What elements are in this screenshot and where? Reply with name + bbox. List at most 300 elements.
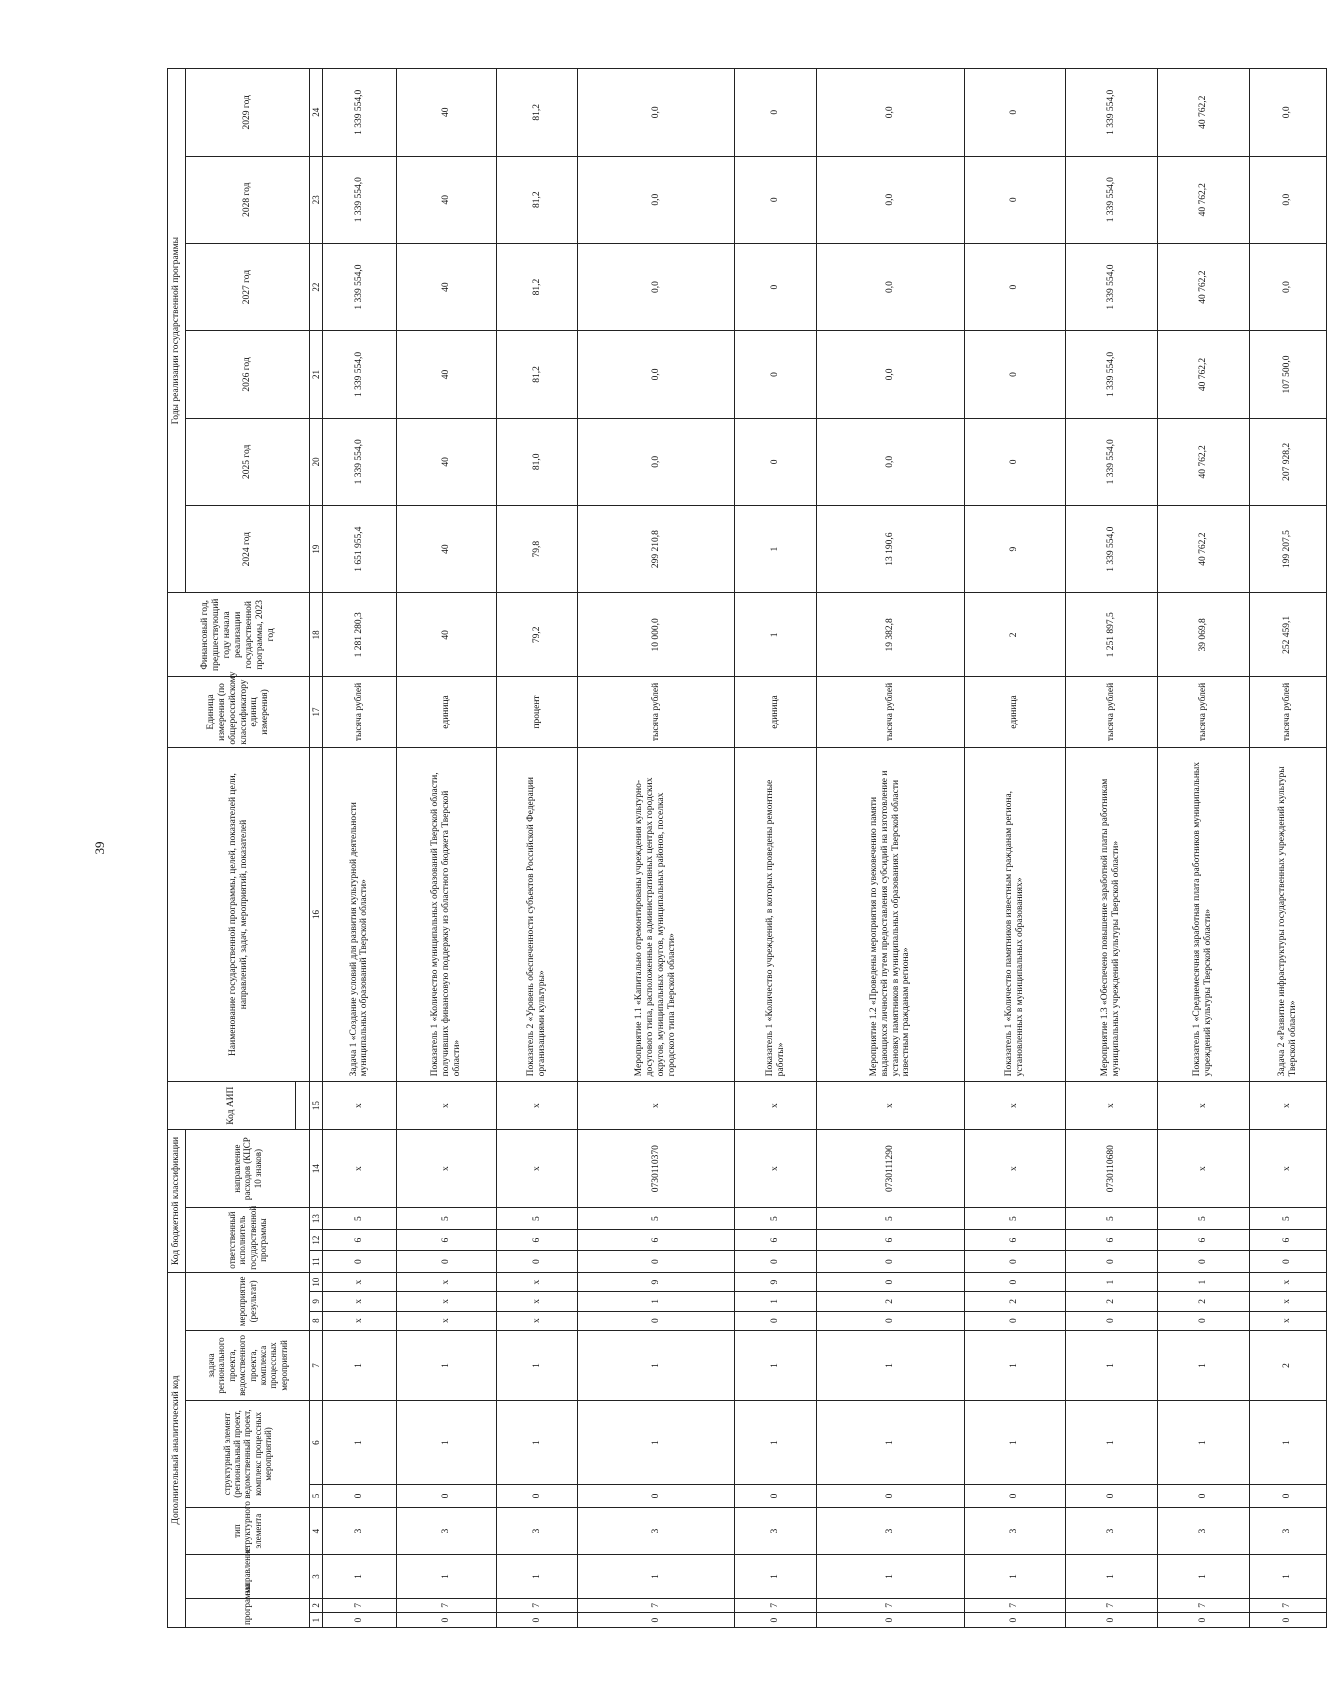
code-cell-c7: 1 xyxy=(1065,1330,1157,1400)
row-year-value: 40 762,2 xyxy=(1157,156,1249,243)
row-base-year-value: 2 xyxy=(965,593,1065,677)
code-cell-c6: 1 xyxy=(1249,1401,1326,1485)
code-cell-c6: 1 xyxy=(578,1401,735,1485)
row-year-value: 40 xyxy=(396,418,496,505)
code-cell-c2: 7 xyxy=(735,1598,817,1613)
header-direction: направление xyxy=(186,1555,310,1598)
row-year-value: 1 339 554,0 xyxy=(1065,243,1157,330)
code-cell-c12: 6 xyxy=(816,1229,964,1251)
code-cell-c10: 9 xyxy=(735,1272,817,1291)
code-cell-c8: 0 xyxy=(1157,1311,1249,1330)
row-year-value: 1 339 554,0 xyxy=(323,331,396,418)
code-cell-c5: 0 xyxy=(735,1485,817,1508)
column-number: 7 xyxy=(310,1330,323,1400)
table-row xyxy=(1157,69,1249,1628)
row-base-year-value: 79,2 xyxy=(496,593,578,677)
column-number: 4 xyxy=(310,1507,323,1555)
row-year-value: 1 339 554,0 xyxy=(1065,156,1157,243)
row-year-value: 207 928,2 xyxy=(1249,418,1326,505)
row-base-year-value: 1 251 897,5 xyxy=(1065,593,1157,677)
column-number: 5 xyxy=(310,1485,323,1508)
code-cell-c12: 6 xyxy=(323,1229,396,1251)
row-year-value: 0,0 xyxy=(578,69,735,157)
code-cell-c5: 0 xyxy=(965,1485,1065,1508)
row-year-value: 79,8 xyxy=(496,505,578,592)
row-year-value: 40 xyxy=(396,243,496,330)
row-base-year-value: 10 000,0 xyxy=(578,593,735,677)
column-number: 15 xyxy=(310,1082,323,1130)
code-cell-c1: 0 xyxy=(496,1613,578,1628)
code-cell-c3: 1 xyxy=(496,1555,578,1598)
row-year-value: 0 xyxy=(965,69,1065,157)
header-struct: структурный элемент (региональный проект, ведомственный проект, комплекс процессных мероприятий) xyxy=(186,1401,310,1508)
code-cell-c8: х xyxy=(1249,1311,1326,1330)
code-cell-aip: х xyxy=(396,1082,496,1130)
code-cell-c10: х xyxy=(323,1272,396,1291)
row-base-year-value: 39 069,8 xyxy=(1157,593,1249,677)
code-cell-c3: 1 xyxy=(735,1555,817,1598)
code-cell-c4: 3 xyxy=(735,1507,817,1555)
code-cell-c5: 0 xyxy=(496,1485,578,1508)
code-cell-c6: 1 xyxy=(323,1401,396,1485)
row-year-value: 0 xyxy=(735,243,817,330)
row-year-value: 0,0 xyxy=(578,243,735,330)
column-number: 2 xyxy=(310,1598,323,1613)
row-year-value: 40 xyxy=(396,69,496,157)
code-cell-c1: 0 xyxy=(323,1613,396,1628)
column-number: 17 xyxy=(310,677,323,747)
row-year-value: 40 762,2 xyxy=(1157,69,1249,157)
row-year-value: 40 762,2 xyxy=(1157,331,1249,418)
row-year-value: 0,0 xyxy=(1249,243,1326,330)
header-program: программа xyxy=(186,1598,310,1627)
code-cell-c13: 5 xyxy=(1065,1208,1157,1230)
code-cell-c6: 1 xyxy=(496,1401,578,1485)
row-year-value: 1 651 955,4 xyxy=(323,505,396,592)
code-cell-c1: 0 xyxy=(1249,1613,1326,1628)
column-number: 8 xyxy=(310,1311,323,1330)
header-event: мероприятие (результат) xyxy=(186,1272,310,1330)
row-year-value: 81,2 xyxy=(496,69,578,157)
code-cell-c10: 0 xyxy=(965,1272,1065,1291)
code-cell-c10: 1 xyxy=(1157,1272,1249,1291)
program-table xyxy=(167,68,1327,1628)
column-number: 19 xyxy=(310,505,323,592)
code-cell-aip: х xyxy=(816,1082,964,1130)
column-number: 20 xyxy=(310,418,323,505)
code-cell-c12: 6 xyxy=(1065,1229,1157,1251)
code-cell-c7: 1 xyxy=(496,1330,578,1400)
column-number: 6 xyxy=(310,1401,323,1485)
code-cell-c5: 0 xyxy=(323,1485,396,1508)
header-expense: направление расходов (КЦСР 10 знаков) xyxy=(186,1129,310,1207)
row-year-value: 0 xyxy=(965,243,1065,330)
code-cell-expense: х xyxy=(735,1129,817,1207)
row-year-value: 0 xyxy=(735,418,817,505)
code-cell-c13: 5 xyxy=(496,1208,578,1230)
table-row xyxy=(578,69,735,1628)
code-cell-c9: х xyxy=(1249,1292,1326,1311)
column-number: 1 xyxy=(310,1613,323,1628)
table-row xyxy=(1065,69,1157,1628)
code-cell-c4: 3 xyxy=(816,1507,964,1555)
row-year-value: 0,0 xyxy=(816,69,964,157)
code-cell-c6: 1 xyxy=(396,1401,496,1485)
column-number: 14 xyxy=(310,1129,323,1207)
header-name: Наименование государственной программы, целей, показателей цели, направлений, задач, мероприятий, показателей xyxy=(168,747,310,1082)
code-cell-c5: 0 xyxy=(578,1485,735,1508)
code-cell-c10: х xyxy=(396,1272,496,1291)
code-cell-c3: 1 xyxy=(578,1555,735,1598)
code-cell-c2: 7 xyxy=(496,1598,578,1613)
header-aip: Код АИП xyxy=(168,1082,296,1130)
header-year-3: 2026 год xyxy=(186,331,310,418)
table-row xyxy=(965,69,1065,1628)
code-cell-c13: 5 xyxy=(1157,1208,1249,1230)
column-number: 3 xyxy=(310,1555,323,1598)
row-year-value: 81,0 xyxy=(496,418,578,505)
row-year-value: 0,0 xyxy=(1249,69,1326,157)
row-unit: единица xyxy=(396,677,496,747)
code-cell-aip: х xyxy=(323,1082,396,1130)
code-cell-c3: 1 xyxy=(816,1555,964,1598)
table-row xyxy=(323,69,396,1628)
code-cell-c13: 5 xyxy=(396,1208,496,1230)
header-year-4: 2027 год xyxy=(186,243,310,330)
row-year-value: 40 xyxy=(396,331,496,418)
row-name: Мероприятие 1.2 «Проведены мероприятия по увековечению памяти выдающихся личностей путем предоставления субсидий на изготовление и установку памятников в муниципальных образованиях Тверской области известным гражданам региона» xyxy=(816,747,964,1082)
code-cell-c11: 0 xyxy=(396,1251,496,1273)
code-cell-c7: 1 xyxy=(735,1330,817,1400)
header-budget-code: Код бюджетной классификации xyxy=(168,1129,186,1272)
code-cell-expense: 0730110680 xyxy=(1065,1129,1157,1207)
code-cell-c7: 1 xyxy=(578,1330,735,1400)
header-year-6: 2029 год xyxy=(186,69,310,157)
row-unit: процент xyxy=(496,677,578,747)
row-year-value: 0,0 xyxy=(578,331,735,418)
column-number: 22 xyxy=(310,243,323,330)
code-cell-expense: х xyxy=(965,1129,1065,1207)
row-year-value: 81,2 xyxy=(496,156,578,243)
code-cell-c10: 9 xyxy=(578,1272,735,1291)
code-cell-expense: 0730110370 xyxy=(578,1129,735,1207)
header-executor: ответственный исполнитель государственной программы xyxy=(186,1208,310,1273)
row-unit: тысяча рублей xyxy=(1249,677,1326,747)
row-name: Задача 2 «Развитие инфраструктуры государственных учреждений культуры Тверской области» xyxy=(1249,747,1326,1082)
table-body xyxy=(323,69,1327,1628)
header-analytic-code: Дополнительный аналитический код xyxy=(168,1272,186,1627)
header-type: тип структурного элемента xyxy=(186,1507,310,1555)
row-unit: тысяча рублей xyxy=(1065,677,1157,747)
row-year-value: 40 xyxy=(396,156,496,243)
code-cell-c12: 6 xyxy=(396,1229,496,1251)
code-cell-c2: 7 xyxy=(816,1598,964,1613)
code-cell-aip: х xyxy=(1065,1082,1157,1130)
code-cell-expense: х xyxy=(1249,1129,1326,1207)
code-cell-c3: 1 xyxy=(1065,1555,1157,1598)
code-cell-aip: х xyxy=(578,1082,735,1130)
row-year-value: 1 339 554,0 xyxy=(323,418,396,505)
row-year-value: 0 xyxy=(735,331,817,418)
row-year-value: 0 xyxy=(965,156,1065,243)
row-year-value: 1 xyxy=(735,505,817,592)
column-number: 18 xyxy=(310,593,323,677)
code-cell-c2: 7 xyxy=(1157,1598,1249,1613)
code-cell-c8: х xyxy=(396,1311,496,1330)
code-cell-c1: 0 xyxy=(1157,1613,1249,1628)
row-year-value: 0,0 xyxy=(816,243,964,330)
code-cell-c11: 0 xyxy=(735,1251,817,1273)
row-year-value: 0,0 xyxy=(578,156,735,243)
code-cell-c7: 1 xyxy=(323,1330,396,1400)
code-cell-c11: 0 xyxy=(1065,1251,1157,1273)
header-aip-blank xyxy=(296,1082,310,1130)
code-cell-c8: х xyxy=(496,1311,578,1330)
code-cell-c3: 1 xyxy=(965,1555,1065,1598)
row-year-value: 107 500,0 xyxy=(1249,331,1326,418)
row-name: Показатель 1 «Количество памятников известным гражданам региона, установленных в муниципальных образованиях» xyxy=(965,747,1065,1082)
row-year-value: 40 762,2 xyxy=(1157,505,1249,592)
code-cell-c6: 1 xyxy=(735,1401,817,1485)
row-unit: единица xyxy=(965,677,1065,747)
column-number: 13 xyxy=(310,1208,323,1230)
code-cell-aip: х xyxy=(965,1082,1065,1130)
column-number-row xyxy=(310,69,323,1628)
table-row xyxy=(496,69,578,1628)
row-unit: тысяча рублей xyxy=(816,677,964,747)
code-cell-c13: 5 xyxy=(578,1208,735,1230)
code-cell-c6: 1 xyxy=(965,1401,1065,1485)
row-year-value: 0,0 xyxy=(816,418,964,505)
code-cell-c8: 0 xyxy=(965,1311,1065,1330)
code-cell-expense: 0730111290 xyxy=(816,1129,964,1207)
column-number: 24 xyxy=(310,69,323,157)
row-year-value: 0 xyxy=(735,156,817,243)
row-base-year-value: 19 382,8 xyxy=(816,593,964,677)
code-cell-c4: 3 xyxy=(578,1507,735,1555)
row-base-year-value: 252 459,1 xyxy=(1249,593,1326,677)
code-cell-aip: х xyxy=(1249,1082,1326,1130)
header-years-group: Годы реализации государственной программы xyxy=(168,69,186,593)
row-year-value: 0,0 xyxy=(816,331,964,418)
row-year-value: 40 xyxy=(396,505,496,592)
code-cell-c5: 0 xyxy=(1157,1485,1249,1508)
row-year-value: 1 339 554,0 xyxy=(323,156,396,243)
code-cell-c4: 3 xyxy=(396,1507,496,1555)
row-year-value: 0 xyxy=(965,418,1065,505)
column-number: 9 xyxy=(310,1292,323,1311)
code-cell-aip: х xyxy=(496,1082,578,1130)
row-name: Мероприятие 1.1 «Капитально отремонтированы учреждения культурно-досугового типа, расположенные в административных центрах городских округов, муниципальных округов, муниципальных районов, поселках городского типа Тверской области» xyxy=(578,747,735,1082)
column-number: 12 xyxy=(310,1229,323,1251)
code-cell-c3: 1 xyxy=(1249,1555,1326,1598)
code-cell-c8: х xyxy=(323,1311,396,1330)
code-cell-c12: 6 xyxy=(965,1229,1065,1251)
table-row xyxy=(396,69,496,1628)
code-cell-c13: 5 xyxy=(323,1208,396,1230)
column-number: 16 xyxy=(310,747,323,1082)
row-base-year-value: 1 281 280,3 xyxy=(323,593,396,677)
row-year-value: 0 xyxy=(735,69,817,157)
row-year-value: 40 762,2 xyxy=(1157,243,1249,330)
row-year-value: 9 xyxy=(965,505,1065,592)
row-year-value: 40 762,2 xyxy=(1157,418,1249,505)
row-unit: тысяча рублей xyxy=(323,677,396,747)
code-cell-c7: 1 xyxy=(396,1330,496,1400)
code-cell-c9: 1 xyxy=(735,1292,817,1311)
page-number: 39 xyxy=(92,841,107,855)
row-year-value: 81,2 xyxy=(496,331,578,418)
code-cell-expense: х xyxy=(323,1129,396,1207)
row-unit: тысяча рублей xyxy=(578,677,735,747)
header-year-2: 2025 год xyxy=(186,418,310,505)
code-cell-c2: 7 xyxy=(1249,1598,1326,1613)
header-year-1: 2024 год xyxy=(186,505,310,592)
code-cell-c8: 0 xyxy=(1065,1311,1157,1330)
code-cell-c9: х xyxy=(396,1292,496,1311)
header-unit: Единица измерения (по общероссийскому классификатору единиц измерения) xyxy=(168,677,310,747)
row-year-value: 0 xyxy=(965,331,1065,418)
row-year-value: 299 210,8 xyxy=(578,505,735,592)
code-cell-c12: 6 xyxy=(578,1229,735,1251)
code-cell-c4: 3 xyxy=(1065,1507,1157,1555)
code-cell-c6: 1 xyxy=(1157,1401,1249,1485)
code-cell-c5: 0 xyxy=(1249,1485,1326,1508)
code-cell-c11: 0 xyxy=(965,1251,1065,1273)
code-cell-c1: 0 xyxy=(396,1613,496,1628)
row-base-year-value: 40 xyxy=(396,593,496,677)
code-cell-c10: 0 xyxy=(816,1272,964,1291)
code-cell-c1: 0 xyxy=(816,1613,964,1628)
header-year-5: 2028 год xyxy=(186,156,310,243)
code-cell-c9: х xyxy=(496,1292,578,1311)
table-header xyxy=(168,69,323,1628)
row-year-value: 13 190,6 xyxy=(816,505,964,592)
code-cell-c6: 1 xyxy=(1065,1401,1157,1485)
column-number: 10 xyxy=(310,1272,323,1291)
row-name: Показатель 2 «Уровень обеспеченности субъектов Российской Федерации организациями культуры» xyxy=(496,747,578,1082)
header-task: задача регионального проекта, ведомственного проекта, комплекса процессных мероприятий xyxy=(186,1330,310,1400)
code-cell-aip: х xyxy=(735,1082,817,1130)
row-unit: единица xyxy=(735,677,817,747)
rotated-table-container xyxy=(167,68,1327,1628)
table-row xyxy=(816,69,964,1628)
code-cell-c11: 0 xyxy=(816,1251,964,1273)
code-cell-c11: 0 xyxy=(496,1251,578,1273)
row-year-value: 0,0 xyxy=(578,418,735,505)
code-cell-c4: 3 xyxy=(1157,1507,1249,1555)
code-cell-c9: 2 xyxy=(1157,1292,1249,1311)
row-year-value: 1 339 554,0 xyxy=(323,69,396,157)
code-cell-c9: 2 xyxy=(965,1292,1065,1311)
code-cell-c2: 7 xyxy=(323,1598,396,1613)
code-cell-c13: 5 xyxy=(965,1208,1065,1230)
code-cell-c11: 0 xyxy=(323,1251,396,1273)
code-cell-c11: 0 xyxy=(578,1251,735,1273)
row-name: Мероприятие 1.3 «Обеспечено повышение заработной платы работникам муниципальных учреждений культуры Тверской области» xyxy=(1065,747,1157,1082)
code-cell-c3: 1 xyxy=(396,1555,496,1598)
code-cell-c12: 6 xyxy=(735,1229,817,1251)
code-cell-expense: х xyxy=(1157,1129,1249,1207)
row-name: Показатель 1 «Количество учреждений, в которых проведены ремонтные работы» xyxy=(735,747,817,1082)
code-cell-c2: 7 xyxy=(1065,1598,1157,1613)
code-cell-c10: х xyxy=(496,1272,578,1291)
code-cell-c11: 0 xyxy=(1249,1251,1326,1273)
row-year-value: 199 207,5 xyxy=(1249,505,1326,592)
code-cell-c5: 0 xyxy=(396,1485,496,1508)
code-cell-c5: 0 xyxy=(816,1485,964,1508)
code-cell-c9: 2 xyxy=(1065,1292,1157,1311)
code-cell-c13: 5 xyxy=(816,1208,964,1230)
code-cell-c4: 3 xyxy=(496,1507,578,1555)
code-cell-c8: 0 xyxy=(816,1311,964,1330)
code-cell-c12: 6 xyxy=(1157,1229,1249,1251)
row-base-year-value: 1 xyxy=(735,593,817,677)
row-year-value: 0,0 xyxy=(816,156,964,243)
code-cell-c12: 6 xyxy=(496,1229,578,1251)
row-name: Задача 1 «Создание условий для развития культурной деятельности муниципальных образований Тверской области» xyxy=(323,747,396,1082)
code-cell-c8: 0 xyxy=(735,1311,817,1330)
code-cell-c1: 0 xyxy=(1065,1613,1157,1628)
code-cell-c10: 1 xyxy=(1065,1272,1157,1291)
code-cell-c11: 0 xyxy=(1157,1251,1249,1273)
code-cell-c6: 1 xyxy=(816,1401,964,1485)
code-cell-expense: х xyxy=(496,1129,578,1207)
code-cell-c8: 0 xyxy=(578,1311,735,1330)
header-base-year: Финансовый год, предшествующий году начала реализации государственной программы, 2023 год xyxy=(168,593,310,677)
row-year-value: 81,2 xyxy=(496,243,578,330)
code-cell-c1: 0 xyxy=(578,1613,735,1628)
code-cell-c7: 2 xyxy=(1249,1330,1326,1400)
row-name: Показатель 1 «Количество муниципальных образований Тверской области, получивших финансовую поддержку из областного бюджета Тверской области» xyxy=(396,747,496,1082)
table-row xyxy=(735,69,817,1628)
row-year-value: 1 339 554,0 xyxy=(1065,505,1157,592)
row-year-value: 1 339 554,0 xyxy=(1065,418,1157,505)
code-cell-c4: 3 xyxy=(1249,1507,1326,1555)
code-cell-c9: 2 xyxy=(816,1292,964,1311)
code-cell-c3: 1 xyxy=(1157,1555,1249,1598)
code-cell-c4: 3 xyxy=(323,1507,396,1555)
code-cell-c5: 0 xyxy=(1065,1485,1157,1508)
row-year-value: 1 339 554,0 xyxy=(1065,69,1157,157)
code-cell-c7: 1 xyxy=(965,1330,1065,1400)
code-cell-c13: 5 xyxy=(735,1208,817,1230)
code-cell-c2: 7 xyxy=(396,1598,496,1613)
column-number: 21 xyxy=(310,331,323,418)
column-number: 11 xyxy=(310,1251,323,1273)
code-cell-c7: 1 xyxy=(816,1330,964,1400)
code-cell-c1: 0 xyxy=(735,1613,817,1628)
code-cell-c2: 7 xyxy=(578,1598,735,1613)
code-cell-c3: 1 xyxy=(323,1555,396,1598)
code-cell-c2: 7 xyxy=(965,1598,1065,1613)
code-cell-c9: х xyxy=(323,1292,396,1311)
row-name: Показатель 1 «Среднемесячная заработная плата работников муниципальных учреждений культуры Тверской области» xyxy=(1157,747,1249,1082)
code-cell-c12: 6 xyxy=(1249,1229,1326,1251)
code-cell-c13: 5 xyxy=(1249,1208,1326,1230)
row-year-value: 1 339 554,0 xyxy=(1065,331,1157,418)
code-cell-c4: 3 xyxy=(965,1507,1065,1555)
row-year-value: 0,0 xyxy=(1249,156,1326,243)
code-cell-c7: 1 xyxy=(1157,1330,1249,1400)
table-row xyxy=(1249,69,1326,1628)
code-cell-expense: х xyxy=(396,1129,496,1207)
row-unit: тысяча рублей xyxy=(1157,677,1249,747)
row-year-value: 1 339 554,0 xyxy=(323,243,396,330)
code-cell-aip: х xyxy=(1157,1082,1249,1130)
column-number: 23 xyxy=(310,156,323,243)
code-cell-c10: х xyxy=(1249,1272,1326,1291)
